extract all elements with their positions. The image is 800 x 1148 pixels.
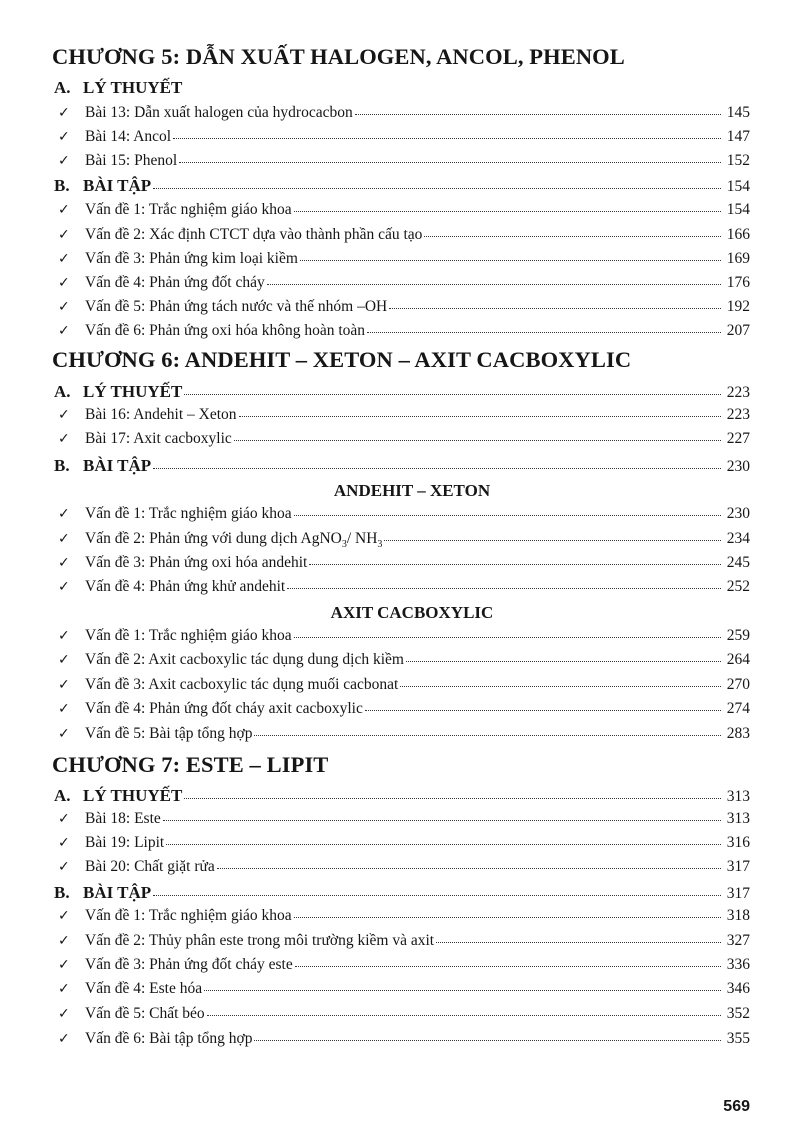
dot-leader — [173, 138, 721, 139]
entry-text: Vấn đề 3: Phản ứng đốt cháy este — [85, 956, 293, 973]
dot-leader — [389, 308, 721, 309]
section-title — [83, 456, 151, 476]
check-icon: ✓ — [58, 153, 70, 169]
toc-item — [58, 1030, 750, 1048]
page-ref: 317 — [726, 858, 750, 875]
dot-leader — [217, 868, 721, 869]
item-title — [85, 104, 353, 122]
toc-item — [58, 956, 750, 974]
page-ref: 316 — [726, 834, 750, 851]
toc-item — [58, 104, 750, 122]
entry-text: Bài 13: Dẫn xuất halogen của hydrocacbon — [85, 104, 353, 121]
check-icon: ✓ — [58, 908, 70, 924]
toc-item — [58, 406, 750, 424]
item-title — [85, 956, 293, 974]
page-ref: 152 — [726, 152, 750, 169]
item-title — [85, 505, 292, 523]
toc-section — [54, 883, 750, 903]
check-icon: ✓ — [58, 859, 70, 875]
dot-leader — [406, 661, 721, 662]
check-icon: ✓ — [58, 323, 70, 339]
toc-item — [58, 810, 750, 828]
dot-leader — [365, 710, 721, 711]
section-letter: B. — [54, 456, 70, 475]
entry-text: Vấn đề 4: Phản ứng đốt cháy — [85, 274, 265, 291]
chapter-title: CHƯƠNG 5: DẪN XUẤT HALOGEN, ANCOL, PHENOL — [52, 44, 625, 69]
entry-text: Bài 14: Ancol — [85, 128, 172, 145]
entry-text: Bài 19: Lipit — [85, 834, 165, 851]
entry-text: LÝ THUYẾT — [83, 786, 183, 805]
item-title — [85, 627, 292, 645]
check-icon: ✓ — [58, 701, 70, 717]
entry-text: Vấn đề 1: Trắc nghiệm giáo khoa — [85, 201, 292, 218]
toc-section — [54, 456, 750, 476]
item-title — [85, 725, 252, 743]
section-letter: B. — [54, 883, 70, 902]
check-icon: ✓ — [58, 105, 70, 121]
page-ref: 223 — [726, 406, 750, 423]
entry-text: Vấn đề 5: Bài tập tổng hợp — [85, 725, 253, 742]
page-ref: 227 — [726, 430, 750, 447]
toc-item — [58, 858, 750, 876]
section-letter: B. — [54, 176, 70, 195]
check-icon: ✓ — [58, 726, 70, 742]
dot-leader — [294, 211, 721, 212]
toc-item — [58, 430, 750, 448]
item-title — [85, 651, 404, 669]
page-ref: 259 — [726, 627, 750, 644]
entry-text: Vấn đề 3: Phản ứng oxi hóa andehit — [85, 554, 308, 571]
toc-item — [58, 530, 750, 551]
item-title — [85, 700, 363, 718]
entry-text: Vấn đề 1: Trắc nghiệm giáo khoa — [85, 907, 292, 924]
item-title — [85, 810, 161, 828]
subscript: 3 — [377, 539, 383, 551]
check-icon: ✓ — [58, 299, 70, 315]
toc-item — [58, 201, 750, 219]
page-ref: 346 — [726, 980, 750, 997]
check-icon: ✓ — [58, 555, 70, 571]
toc-item — [58, 578, 750, 596]
dot-leader — [287, 588, 721, 589]
toc-item — [58, 627, 750, 645]
item-title — [85, 201, 292, 219]
check-icon: ✓ — [58, 981, 70, 997]
page-ref: 313 — [726, 788, 750, 805]
page-ref: 352 — [726, 1005, 750, 1022]
dot-leader — [300, 260, 721, 261]
entry-text: Vấn đề 3: Axit cacboxylic tác dụng muối cacbonat — [85, 676, 399, 693]
toc-item — [58, 1005, 750, 1023]
subscript: 3 — [341, 539, 347, 551]
section-title — [83, 78, 182, 98]
item-title — [85, 530, 383, 551]
check-icon: ✓ — [58, 1031, 70, 1047]
check-icon: ✓ — [58, 835, 70, 851]
dot-leader — [166, 844, 721, 845]
toc-item — [58, 980, 750, 998]
toc-item — [58, 505, 750, 523]
item-title — [85, 1005, 205, 1023]
toc-chapter — [52, 752, 754, 778]
item-title — [85, 907, 292, 925]
page-ref: 147 — [726, 128, 750, 145]
subhead-title: ANDEHIT – XETON — [333, 481, 491, 500]
check-icon: ✓ — [58, 677, 70, 693]
dot-leader — [163, 820, 721, 821]
page-ref: 223 — [726, 384, 750, 401]
page-ref: 154 — [726, 201, 750, 218]
section-title — [83, 382, 182, 402]
page-ref: 327 — [726, 932, 750, 949]
dot-leader — [234, 440, 721, 441]
check-icon: ✓ — [58, 407, 70, 423]
entry-text: Vấn đề 6: Phản ứng oxi hóa không hoàn toàn — [85, 322, 366, 339]
entry-text: Bài 15: Phenol — [85, 152, 178, 169]
entry-text-tail: / NH — [346, 530, 378, 547]
entry-text: Vấn đề 6: Bài tập tổng hợp — [85, 1030, 253, 1047]
item-title — [85, 274, 265, 292]
dot-leader — [384, 540, 721, 541]
item-title — [85, 980, 202, 998]
dot-leader — [400, 686, 721, 687]
entry-text: Bài 18: Este — [85, 810, 161, 827]
entry-text: Vấn đề 1: Trắc nghiệm giáo khoa — [85, 627, 292, 644]
check-icon: ✓ — [58, 506, 70, 522]
check-icon: ✓ — [58, 1006, 70, 1022]
entry-text: Vấn đề 5: Phản ứng tách nước và thế nhóm –OH — [85, 298, 388, 315]
page-ref: 264 — [726, 651, 750, 668]
dot-leader — [153, 468, 721, 469]
entry-text: Vấn đề 1: Trắc nghiệm giáo khoa — [85, 505, 292, 522]
dot-leader — [294, 637, 721, 638]
page-ref: 230 — [726, 458, 750, 475]
toc-item — [58, 907, 750, 925]
toc-chapter — [52, 44, 754, 70]
page-ref: 166 — [726, 226, 750, 243]
toc-section — [54, 176, 750, 196]
dot-leader — [424, 236, 721, 237]
check-icon: ✓ — [58, 933, 70, 949]
dot-leader — [184, 798, 721, 799]
dot-leader — [295, 966, 721, 967]
dot-leader — [239, 416, 721, 417]
toc-item — [58, 128, 750, 146]
item-title — [85, 406, 237, 424]
page-ref: 283 — [726, 725, 750, 742]
entry-text: BÀI TẬP — [83, 883, 152, 902]
item-title — [85, 578, 285, 596]
toc-item — [58, 322, 750, 340]
check-icon: ✓ — [58, 431, 70, 447]
dot-leader — [254, 1040, 721, 1041]
page-ref: 270 — [726, 676, 750, 693]
entry-text: LÝ THUYẾT — [83, 382, 183, 401]
item-title — [85, 226, 422, 244]
toc-section — [54, 78, 750, 98]
toc-item — [58, 932, 750, 950]
item-title — [85, 932, 434, 950]
check-icon: ✓ — [58, 652, 70, 668]
entry-text: Vấn đề 4: Phản ứng đốt cháy axit cacboxylic — [85, 700, 363, 717]
item-title — [85, 430, 232, 448]
entry-text: BÀI TẬP — [83, 456, 152, 475]
entry-text: LÝ THUYẾT — [83, 78, 183, 97]
entry-text: Bài 20: Chất giặt rửa — [85, 858, 215, 875]
entry-text: Bài 17: Axit cacboxylic — [85, 430, 232, 447]
toc-item — [58, 554, 750, 572]
toc-item — [58, 250, 750, 268]
dot-leader — [436, 942, 721, 943]
check-icon: ✓ — [58, 275, 70, 291]
section-title — [83, 883, 151, 903]
page-ref: 234 — [726, 530, 750, 547]
dot-leader — [204, 990, 721, 991]
toc-item — [58, 298, 750, 316]
toc-item — [58, 834, 750, 852]
check-icon: ✓ — [58, 227, 70, 243]
toc-item — [58, 152, 750, 170]
entry-text: Bài 16: Andehit – Xeton — [85, 406, 237, 423]
section-title — [83, 786, 182, 806]
chapter-title: CHƯƠNG 6: ANDEHIT – XETON – AXIT CACBOXYLIC — [52, 347, 632, 372]
item-title — [85, 298, 387, 316]
toc-subhead — [0, 603, 800, 623]
item-title — [85, 554, 307, 572]
page-ref: 154 — [726, 178, 750, 195]
item-title — [85, 676, 398, 694]
item-title — [85, 250, 298, 268]
chapter-title: CHƯƠNG 7: ESTE – LIPIT — [52, 752, 329, 777]
toc-item — [58, 274, 750, 292]
item-title — [85, 322, 365, 340]
toc-item — [58, 651, 750, 669]
page-ref: 176 — [726, 274, 750, 291]
page-ref: 245 — [726, 554, 750, 571]
dot-leader — [294, 515, 721, 516]
page-ref: 318 — [726, 907, 750, 924]
page-ref: 336 — [726, 956, 750, 973]
toc-item — [58, 226, 750, 244]
dot-leader — [309, 564, 721, 565]
item-title — [85, 152, 177, 170]
entry-text: Vấn đề 4: Phản ứng khử andehit — [85, 578, 286, 595]
item-title — [85, 1030, 252, 1048]
check-icon: ✓ — [58, 129, 70, 145]
entry-text: Vấn đề 2: Xác định CTCT dựa vào thành phần cấu tạo — [85, 226, 423, 243]
page-ref: 192 — [726, 298, 750, 315]
check-icon: ✓ — [58, 957, 70, 973]
page-ref: 207 — [726, 322, 750, 339]
entry-text: Vấn đề 2: Thủy phân este trong môi trường kiềm và axit — [85, 932, 435, 949]
toc-item — [58, 725, 750, 743]
entry-text: Vấn đề 5: Chất béo — [85, 1005, 205, 1022]
toc-item — [58, 700, 750, 718]
dot-leader — [207, 1015, 721, 1016]
section-letter: A. — [54, 78, 71, 97]
page-ref: 274 — [726, 700, 750, 717]
check-icon: ✓ — [58, 531, 70, 547]
page-ref: 252 — [726, 578, 750, 595]
toc-subhead — [0, 481, 800, 501]
page-ref: 317 — [726, 885, 750, 902]
dot-leader — [367, 332, 721, 333]
entry-text: Vấn đề 3: Phản ứng kim loại kiềm — [85, 250, 298, 267]
toc-section — [54, 382, 750, 402]
dot-leader — [179, 162, 721, 163]
dot-leader — [153, 895, 721, 896]
dot-leader — [254, 735, 721, 736]
check-icon: ✓ — [58, 628, 70, 644]
check-icon: ✓ — [58, 251, 70, 267]
page-ref: 169 — [726, 250, 750, 267]
item-title — [85, 128, 171, 146]
dot-leader — [355, 114, 721, 115]
page-ref: 355 — [726, 1030, 750, 1047]
subhead-title: AXIT CACBOXYLIC — [330, 603, 494, 622]
page-ref: 145 — [726, 104, 750, 121]
dot-leader — [294, 917, 721, 918]
toc-chapter — [52, 347, 754, 373]
toc-item — [58, 676, 750, 694]
item-title — [85, 834, 164, 852]
entry-text: Vấn đề 4: Este hóa — [85, 980, 203, 997]
entry-text: Vấn đề 2: Phản ứng với dung dịch AgNO — [85, 530, 342, 547]
page-ref: 313 — [726, 810, 750, 827]
toc-section — [54, 786, 750, 806]
dot-leader — [184, 394, 721, 395]
check-icon: ✓ — [58, 811, 70, 827]
dot-leader — [267, 284, 721, 285]
page-number: 569 — [723, 1098, 750, 1115]
section-letter: A. — [54, 786, 71, 805]
dot-leader — [153, 188, 721, 189]
check-icon: ✓ — [58, 202, 70, 218]
check-icon: ✓ — [58, 579, 70, 595]
section-title — [83, 176, 151, 196]
entry-text: BÀI TẬP — [83, 176, 152, 195]
item-title — [85, 858, 215, 876]
entry-text: Vấn đề 2: Axit cacboxylic tác dụng dung dịch kiềm — [85, 651, 404, 668]
page-ref: 230 — [726, 505, 750, 522]
section-letter: A. — [54, 382, 71, 401]
